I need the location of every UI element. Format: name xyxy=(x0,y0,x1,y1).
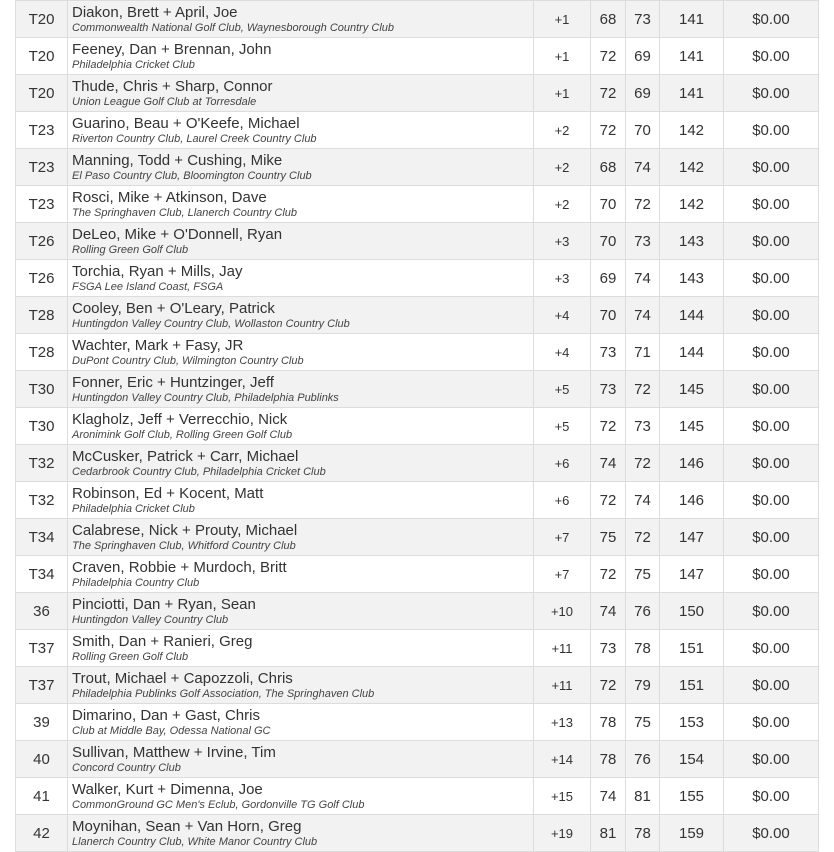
team-cell xyxy=(68,38,534,75)
round2-cell: 69 xyxy=(626,38,660,75)
player-names: Diakon, Brett + April, Joe xyxy=(72,3,238,21)
table-row[interactable] xyxy=(16,149,819,186)
club-names: Philadelphia Cricket Club xyxy=(72,58,195,71)
total-cell: 144 xyxy=(660,297,724,334)
to-par-cell: +7 xyxy=(534,556,591,593)
round1-cell: 74 xyxy=(591,593,626,630)
money-cell: $0.00 xyxy=(724,408,819,445)
to-par-cell: +5 xyxy=(534,371,591,408)
player-names: Rosci, Mike + Atkinson, Dave xyxy=(72,188,267,206)
round2-cell: 70 xyxy=(626,112,660,149)
table-row[interactable] xyxy=(16,778,819,815)
total-cell: 155 xyxy=(660,778,724,815)
round2-cell: 73 xyxy=(626,1,660,38)
position-cell: T20 xyxy=(16,38,68,75)
total-cell: 142 xyxy=(660,149,724,186)
round1-cell: 72 xyxy=(591,482,626,519)
table-row[interactable] xyxy=(16,186,819,223)
round1-cell: 68 xyxy=(591,149,626,186)
round2-cell: 72 xyxy=(626,445,660,482)
position-cell: T30 xyxy=(16,371,68,408)
total-cell: 145 xyxy=(660,371,724,408)
money-cell: $0.00 xyxy=(724,556,819,593)
round1-cell: 73 xyxy=(591,630,626,667)
round1-cell: 70 xyxy=(591,297,626,334)
club-names: The Springhaven Club, Whitford Country Club xyxy=(72,539,296,552)
player-names: Walker, Kurt + Dimenna, Joe xyxy=(72,780,263,798)
club-names: Philadelphia Country Club xyxy=(72,576,200,589)
to-par-cell: +6 xyxy=(534,482,591,519)
table-row[interactable] xyxy=(16,667,819,704)
player-names: DeLeo, Mike + O'Donnell, Ryan xyxy=(72,225,283,243)
club-names: Riverton Country Club, Laurel Creek Country Club xyxy=(72,132,317,145)
club-names: Huntingdon Valley Country Club xyxy=(72,613,229,626)
to-par-cell: +1 xyxy=(534,1,591,38)
money-cell: $0.00 xyxy=(724,593,819,630)
money-cell: $0.00 xyxy=(724,778,819,815)
player-names: Torchia, Ryan + Mills, Jay xyxy=(72,262,243,280)
to-par-cell: +11 xyxy=(534,630,591,667)
position-cell: T34 xyxy=(16,556,68,593)
table-row[interactable] xyxy=(16,408,819,445)
total-cell: 159 xyxy=(660,815,724,852)
table-row[interactable] xyxy=(16,445,819,482)
player-names: Trout, Michael + Capozzoli, Chris xyxy=(72,669,293,687)
table-row[interactable] xyxy=(16,75,819,112)
round2-cell: 72 xyxy=(626,371,660,408)
player-names: Fonner, Eric + Huntzinger, Jeff xyxy=(72,373,274,391)
team-cell xyxy=(68,75,534,112)
player-names: McCusker, Patrick + Carr, Michael xyxy=(72,447,299,465)
total-cell: 141 xyxy=(660,75,724,112)
money-cell: $0.00 xyxy=(724,667,819,704)
money-cell: $0.00 xyxy=(724,260,819,297)
total-cell: 144 xyxy=(660,334,724,371)
position-cell: T23 xyxy=(16,186,68,223)
money-cell: $0.00 xyxy=(724,371,819,408)
club-names: Concord Country Club xyxy=(72,761,181,774)
position-cell: T32 xyxy=(16,482,68,519)
team-cell xyxy=(68,556,534,593)
round2-cell: 71 xyxy=(626,334,660,371)
team-cell xyxy=(68,519,534,556)
team-cell xyxy=(68,186,534,223)
table-row[interactable] xyxy=(16,741,819,778)
total-cell: 142 xyxy=(660,186,724,223)
table-row[interactable] xyxy=(16,519,819,556)
position-cell: T20 xyxy=(16,1,68,38)
club-names: Philadelphia Cricket Club xyxy=(72,502,195,515)
money-cell: $0.00 xyxy=(724,519,819,556)
round2-cell: 78 xyxy=(626,815,660,852)
total-cell: 151 xyxy=(660,630,724,667)
total-cell: 142 xyxy=(660,112,724,149)
to-par-cell: +7 xyxy=(534,519,591,556)
round1-cell: 78 xyxy=(591,704,626,741)
position-cell: 40 xyxy=(16,741,68,778)
to-par-cell: +6 xyxy=(534,445,591,482)
total-cell: 147 xyxy=(660,519,724,556)
total-cell: 145 xyxy=(660,408,724,445)
to-par-cell: +1 xyxy=(534,75,591,112)
to-par-cell: +4 xyxy=(534,297,591,334)
player-names: Guarino, Beau + O'Keefe, Michael xyxy=(72,114,300,132)
money-cell: $0.00 xyxy=(724,38,819,75)
money-cell: $0.00 xyxy=(724,815,819,852)
round2-cell: 72 xyxy=(626,519,660,556)
position-cell: T20 xyxy=(16,75,68,112)
round1-cell: 69 xyxy=(591,260,626,297)
round1-cell: 72 xyxy=(591,408,626,445)
table-row[interactable] xyxy=(16,815,819,852)
round2-cell: 81 xyxy=(626,778,660,815)
to-par-cell: +14 xyxy=(534,741,591,778)
money-cell: $0.00 xyxy=(724,482,819,519)
club-names: Club at Middle Bay, Odessa National GC xyxy=(72,724,271,737)
club-names: CommonGround GC Men's Eclub, Gordonville TG Golf Club xyxy=(72,798,365,811)
money-cell: $0.00 xyxy=(724,149,819,186)
round2-cell: 79 xyxy=(626,667,660,704)
to-par-cell: +11 xyxy=(534,667,591,704)
team-cell xyxy=(68,704,534,741)
round2-cell: 73 xyxy=(626,223,660,260)
to-par-cell: +4 xyxy=(534,334,591,371)
team-cell xyxy=(68,260,534,297)
round1-cell: 78 xyxy=(591,741,626,778)
position-cell: T28 xyxy=(16,297,68,334)
to-par-cell: +2 xyxy=(534,149,591,186)
round1-cell: 75 xyxy=(591,519,626,556)
total-cell: 143 xyxy=(660,223,724,260)
club-names: The Springhaven Club, Llanerch Country Club xyxy=(72,206,298,219)
position-cell: T23 xyxy=(16,112,68,149)
player-names: Cooley, Ben + O'Leary, Patrick xyxy=(72,299,275,317)
position-cell: 39 xyxy=(16,704,68,741)
round2-cell: 69 xyxy=(626,75,660,112)
round2-cell: 74 xyxy=(626,297,660,334)
money-cell: $0.00 xyxy=(724,112,819,149)
club-names: Philadelphia Publinks Golf Association, The Springhaven Club xyxy=(72,687,375,700)
team-cell xyxy=(68,630,534,667)
round2-cell: 73 xyxy=(626,408,660,445)
to-par-cell: +2 xyxy=(534,186,591,223)
money-cell: $0.00 xyxy=(724,297,819,334)
club-names: Rolling Green Golf Club xyxy=(72,243,189,256)
club-names: DuPont Country Club, Wilmington Country Club xyxy=(72,354,304,367)
total-cell: 141 xyxy=(660,1,724,38)
round1-cell: 72 xyxy=(591,38,626,75)
position-cell: 42 xyxy=(16,815,68,852)
to-par-cell: +15 xyxy=(534,778,591,815)
team-cell xyxy=(68,667,534,704)
team-cell xyxy=(68,408,534,445)
club-names: El Paso Country Club, Bloomington Country Club xyxy=(72,169,312,182)
money-cell: $0.00 xyxy=(724,741,819,778)
total-cell: 153 xyxy=(660,704,724,741)
player-names: Sullivan, Matthew + Irvine, Tim xyxy=(72,743,276,761)
money-cell: $0.00 xyxy=(724,223,819,260)
round1-cell: 72 xyxy=(591,75,626,112)
team-cell xyxy=(68,482,534,519)
position-cell: T26 xyxy=(16,260,68,297)
player-names: Dimarino, Dan + Gast, Chris xyxy=(72,706,260,724)
table-row[interactable] xyxy=(16,556,819,593)
round2-cell: 76 xyxy=(626,593,660,630)
player-names: Robinson, Ed + Kocent, Matt xyxy=(72,484,264,502)
round1-cell: 74 xyxy=(591,445,626,482)
money-cell: $0.00 xyxy=(724,186,819,223)
total-cell: 151 xyxy=(660,667,724,704)
round2-cell: 74 xyxy=(626,149,660,186)
money-cell: $0.00 xyxy=(724,630,819,667)
table-row[interactable] xyxy=(16,593,819,630)
table-row[interactable] xyxy=(16,704,819,741)
money-cell: $0.00 xyxy=(724,75,819,112)
round2-cell: 75 xyxy=(626,556,660,593)
round1-cell: 70 xyxy=(591,186,626,223)
position-cell: 41 xyxy=(16,778,68,815)
team-cell xyxy=(68,445,534,482)
total-cell: 146 xyxy=(660,445,724,482)
player-names: Feeney, Dan + Brennan, John xyxy=(72,40,272,58)
table-row[interactable] xyxy=(16,112,819,149)
round1-cell: 73 xyxy=(591,334,626,371)
club-names: Union League Golf Club at Torresdale xyxy=(72,95,257,108)
player-names: Craven, Robbie + Murdoch, Britt xyxy=(72,558,287,576)
to-par-cell: +19 xyxy=(534,815,591,852)
team-cell xyxy=(68,593,534,630)
club-names: Cedarbrook Country Club, Philadelphia Cricket Club xyxy=(72,465,326,478)
position-cell: T28 xyxy=(16,334,68,371)
table-row[interactable] xyxy=(16,482,819,519)
round1-cell: 68 xyxy=(591,1,626,38)
player-names: Smith, Dan + Ranieri, Greg xyxy=(72,632,253,650)
table-row[interactable] xyxy=(16,297,819,334)
position-cell: T37 xyxy=(16,630,68,667)
round1-cell: 74 xyxy=(591,778,626,815)
team-cell xyxy=(68,741,534,778)
round1-cell: 72 xyxy=(591,556,626,593)
round2-cell: 75 xyxy=(626,704,660,741)
round2-cell: 74 xyxy=(626,482,660,519)
team-cell xyxy=(68,1,534,38)
position-cell: 36 xyxy=(16,593,68,630)
team-cell xyxy=(68,149,534,186)
player-names: Moynihan, Sean + Van Horn, Greg xyxy=(72,817,302,835)
team-cell xyxy=(68,778,534,815)
team-cell xyxy=(68,371,534,408)
team-cell xyxy=(68,334,534,371)
player-names: Thude, Chris + Sharp, Connor xyxy=(72,77,273,95)
table-row[interactable] xyxy=(16,630,819,667)
position-cell: T26 xyxy=(16,223,68,260)
table-row[interactable] xyxy=(16,334,819,371)
team-cell xyxy=(68,112,534,149)
table-row[interactable] xyxy=(16,371,819,408)
team-cell xyxy=(68,223,534,260)
to-par-cell: +13 xyxy=(534,704,591,741)
club-names: Commonwealth National Golf Club, Waynesborough Country Club xyxy=(72,21,395,34)
club-names: Huntingdon Valley Country Club, Wollaston Country Club xyxy=(72,317,350,330)
position-cell: T30 xyxy=(16,408,68,445)
total-cell: 141 xyxy=(660,38,724,75)
table-row[interactable] xyxy=(16,1,819,38)
round2-cell: 72 xyxy=(626,186,660,223)
round1-cell: 70 xyxy=(591,223,626,260)
to-par-cell: +3 xyxy=(534,260,591,297)
table-row[interactable] xyxy=(16,223,819,260)
player-names: Calabrese, Nick + Prouty, Michael xyxy=(72,521,298,539)
player-names: Pinciotti, Dan + Ryan, Sean xyxy=(72,595,256,613)
leaderboard-body xyxy=(16,1,819,852)
to-par-cell: +10 xyxy=(534,593,591,630)
round1-cell: 72 xyxy=(591,667,626,704)
team-cell xyxy=(68,815,534,852)
total-cell: 154 xyxy=(660,741,724,778)
team-cell xyxy=(68,297,534,334)
position-cell: T34 xyxy=(16,519,68,556)
money-cell: $0.00 xyxy=(724,704,819,741)
player-names: Wachter, Mark + Fasy, JR xyxy=(72,336,244,354)
club-names: Aronimink Golf Club, Rolling Green Golf Club xyxy=(72,428,293,441)
club-names: FSGA Lee Island Coast, FSGA xyxy=(72,280,224,293)
to-par-cell: +3 xyxy=(534,223,591,260)
position-cell: T37 xyxy=(16,667,68,704)
money-cell: $0.00 xyxy=(724,445,819,482)
to-par-cell: +5 xyxy=(534,408,591,445)
player-names: Klagholz, Jeff + Verrecchio, Nick xyxy=(72,410,288,428)
table-row[interactable] xyxy=(16,38,819,75)
round2-cell: 76 xyxy=(626,741,660,778)
player-names: Manning, Todd + Cushing, Mike xyxy=(72,151,283,169)
club-names: Rolling Green Golf Club xyxy=(72,650,189,663)
total-cell: 146 xyxy=(660,482,724,519)
round2-cell: 78 xyxy=(626,630,660,667)
total-cell: 147 xyxy=(660,556,724,593)
round1-cell: 72 xyxy=(591,112,626,149)
total-cell: 150 xyxy=(660,593,724,630)
round1-cell: 73 xyxy=(591,371,626,408)
total-cell: 143 xyxy=(660,260,724,297)
leaderboard-table xyxy=(15,0,819,852)
table-row[interactable] xyxy=(16,260,819,297)
club-names: Huntingdon Valley Country Club, Philadelphia Publinks xyxy=(72,391,339,404)
to-par-cell: +1 xyxy=(534,38,591,75)
round1-cell: 81 xyxy=(591,815,626,852)
position-cell: T23 xyxy=(16,149,68,186)
position-cell: T32 xyxy=(16,445,68,482)
money-cell: $0.00 xyxy=(724,1,819,38)
club-names: Llanerch Country Club, White Manor Country Club xyxy=(72,835,318,848)
round2-cell: 74 xyxy=(626,260,660,297)
money-cell: $0.00 xyxy=(724,334,819,371)
to-par-cell: +2 xyxy=(534,112,591,149)
